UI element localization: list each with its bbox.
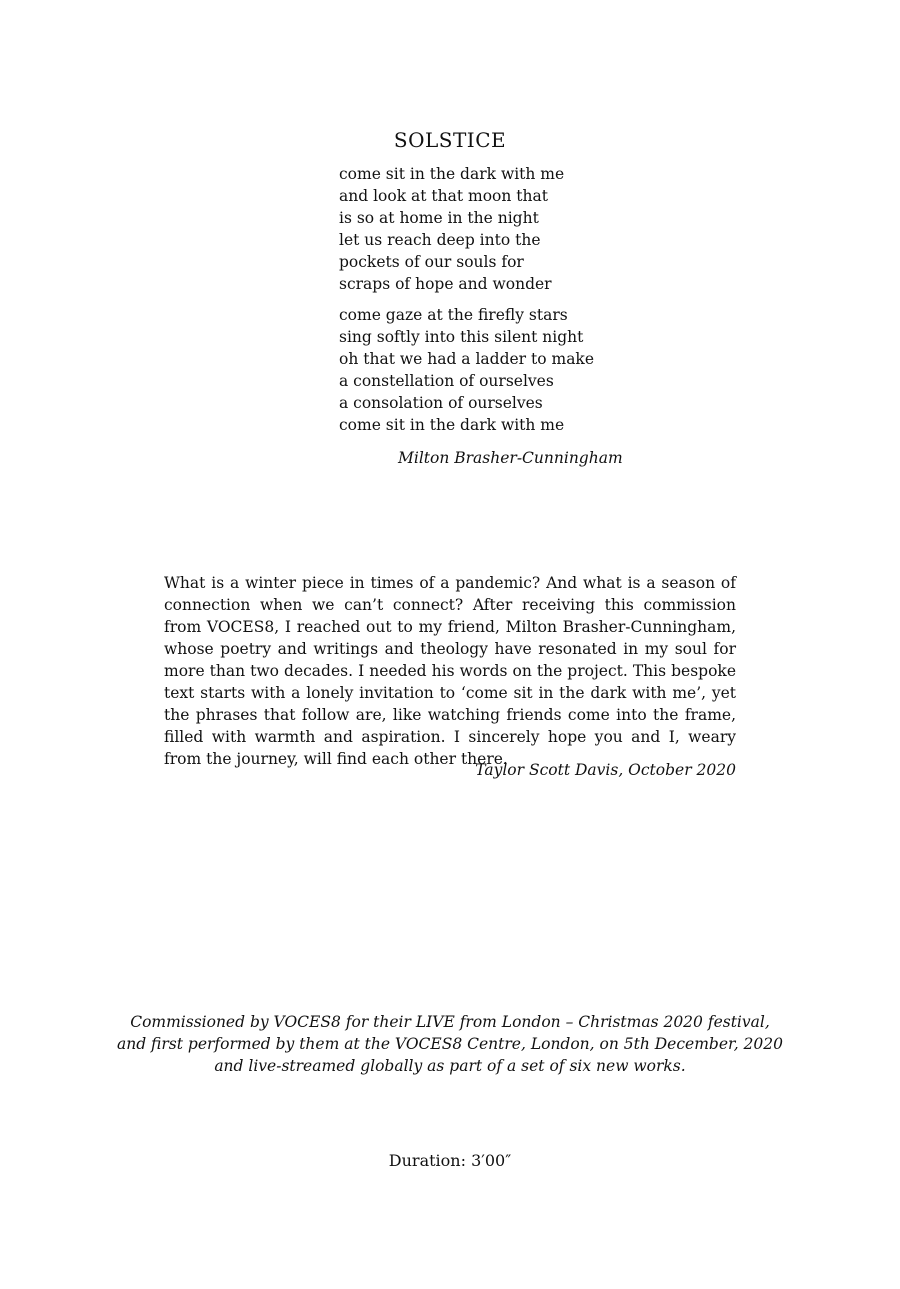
poem-line: let us reach deep into the [339,231,541,249]
poem-line: oh that we had a ladder to make [339,350,595,368]
commission-line: and first performed by them at the VOCES8 Centre, London, on 5th December, 2020 [116,1035,784,1053]
poem-title: SOLSTICE [393,128,507,152]
commission-line: Commissioned by VOCES8 for their LIVE from London – Christmas 2020 festival, [130,1013,770,1031]
poem-stanza-1 [339,163,639,295]
commission-statement [0,1011,900,1077]
poem-author: Milton Brasher-Cunningham [398,449,623,467]
poem-line: come sit in the dark with me [339,416,565,434]
composer-note: What is a winter piece in times of a pandemic? And what is a season of connection when we can’t connect? After receiving this commission from VOCES8, I reached out to my friend, Milton Brasher-Cunningham, whose poetry and writings and theology have resonated in my soul for more than two decades. I needed his words on the project. This bespoke text starts with a lonely invitation to ‘come sit in the dark with me’, yet the phrases that follow are, like watching friends come into the frame, filled with warmth and aspiration. I sincerely hope you and I, weary from the journey, will find each other there. [164,574,736,768]
composer-signature: Taylor Scott Davis, October 2020 [475,761,736,779]
poem-line: a consolation of ourselves [339,394,543,412]
poem-stanza-2 [339,304,639,436]
commission-line: and live-streamed globally as part of a set of six new works. [214,1057,686,1075]
poem-line: scraps of hope and wonder [339,275,552,293]
poem-line: sing softly into this silent night [339,328,584,346]
poem-line: come gaze at the firefly stars [339,306,568,324]
poem-line: is so at home in the night [339,209,539,227]
poem-line: and look at that moon that [339,187,548,205]
poem-line: come sit in the dark with me [339,165,565,183]
duration-label: Duration: 3′00″ [388,1151,512,1170]
poem-line: pockets of our souls for [339,253,524,271]
poem-line: a constellation of ourselves [339,372,554,390]
